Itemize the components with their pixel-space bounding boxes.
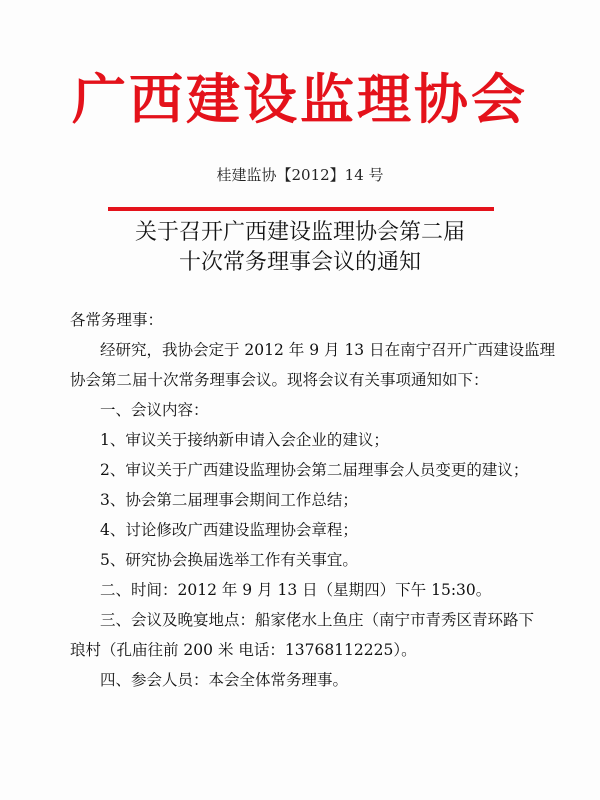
notice-title-line-1: 关于召开广西建设监理协会第二届 [134, 220, 465, 245]
document-number: 桂建监协【2012】14 号 [216, 166, 384, 184]
agenda-item: 5、研究协会换届选举工作有关事宜。 [100, 551, 358, 569]
section-1-heading: 一、会议内容： [100, 401, 209, 419]
notice-title-line-2: 十次常务理事会议的通知 [178, 250, 421, 275]
agenda-item: 4、讨论修改广西建设监理协会章程； [100, 521, 358, 539]
agenda-item: 2、审议关于广西建设监理协会第二届理事会人员变更的建议； [100, 461, 529, 479]
masthead-title: 广西建设监理协会 [72, 67, 528, 131]
section-3-location-line-1: 三、会议及晚宴地点：船家佬水上鱼庄（南宁市青秀区青环路下 [100, 611, 535, 629]
intro-line-1: 经研究，我协会定于 2012 年 9 月 13 日在南宁召开广西建设监理 [100, 341, 556, 359]
section-3-location-line-2: 琅村（孔庙往前 200 米 电话：13768112225）。 [70, 641, 417, 659]
red-divider [108, 207, 494, 211]
section-4-attendees: 四、参会人员：本会全体常务理事。 [100, 671, 349, 689]
section-2-time: 二、时间：2012 年 9 月 13 日（星期四）下午 15:30。 [100, 581, 492, 599]
salutation: 各常务理事： [70, 311, 164, 329]
agenda-item: 1、审议关于接纳新申请入会企业的建议； [100, 431, 389, 449]
agenda-item: 3、协会第二届理事会期间工作总结； [100, 491, 358, 509]
intro-line-2: 协会第二届十次常务理事会议。现将会议有关事项通知如下： [70, 371, 489, 389]
